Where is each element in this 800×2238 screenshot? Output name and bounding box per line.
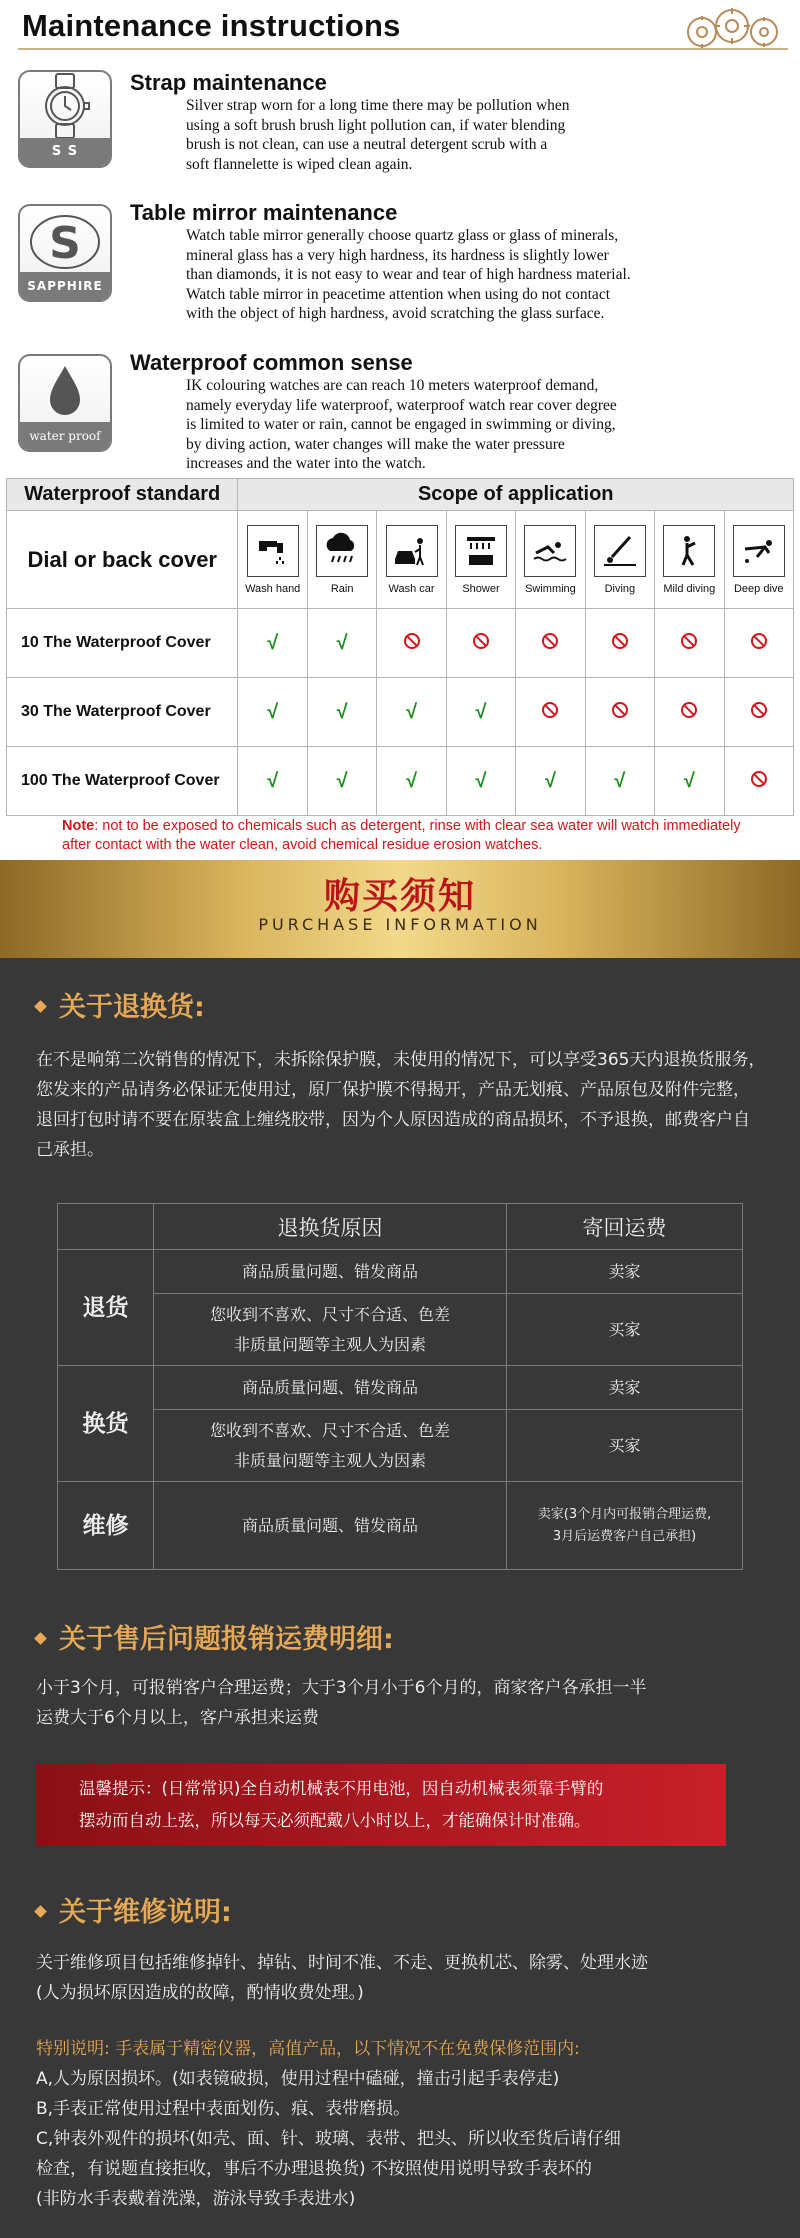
fee-cell: 卖家	[507, 1250, 743, 1294]
waterproof-common-sense	[18, 350, 788, 475]
col-scope: Scope of application	[238, 479, 794, 511]
cell-yes	[585, 747, 654, 816]
repair-label: 维修	[58, 1482, 154, 1570]
maintenance-title: Maintenance instructions	[22, 8, 401, 43]
shipping-heading	[36, 1617, 394, 1656]
prohibited-icon	[612, 633, 628, 649]
fee-cell: 买家	[507, 1410, 743, 1482]
strap-maintenance	[18, 70, 788, 173]
activity-label: Wash hand	[245, 582, 301, 595]
row-30: 30 The Waterproof Cover	[7, 678, 238, 747]
body-line: IK colouring watches are can reach 10 meters waterproof demand,	[186, 377, 599, 394]
check-icon: √	[475, 769, 487, 792]
check-icon: √	[267, 769, 279, 792]
activity-label: Mild diving	[663, 582, 716, 595]
mirror-heading: Table mirror maintenance	[130, 200, 398, 225]
cell-yes	[446, 678, 515, 747]
gears-decoration-icon	[680, 6, 790, 50]
repair-special	[36, 2034, 766, 2214]
activity-diving	[585, 511, 654, 609]
cell-yes	[516, 747, 585, 816]
shower-icon	[455, 525, 507, 577]
check-icon: √	[406, 700, 418, 723]
cell-yes	[446, 747, 515, 816]
cell-yes	[307, 609, 376, 678]
warning-box	[36, 1764, 726, 1846]
fee-cell: 卖家	[507, 1366, 743, 1410]
table-row	[58, 1294, 743, 1366]
sapphire-badge: SAPPHIRE	[20, 272, 110, 300]
table-row	[58, 1250, 743, 1294]
activity-swimming	[516, 511, 585, 609]
water-drop-icon	[18, 354, 112, 452]
cell-no	[724, 678, 793, 747]
body-line: is limited to water or rain, cannot be engaged in swimming or diving,	[186, 416, 616, 433]
cell-yes	[655, 747, 724, 816]
warning-line: 摆动而自动上弦，所以每天必须配戴八小时以上，才能确保计时准确。	[79, 1811, 591, 1830]
check-icon: √	[406, 769, 418, 792]
activity-label: Diving	[604, 582, 636, 595]
purchase-title-en: PURCHASE INFORMATION	[258, 915, 542, 934]
prohibited-icon	[751, 633, 767, 649]
reason-cell: 商品质量问题、错发商品	[154, 1366, 507, 1410]
repair-item-a: A,人为原因损坏。(如表镜破损，使用过程中磕碰，撞击引起手表停走)	[36, 2069, 560, 2089]
activity-shower	[446, 511, 515, 609]
table-row	[58, 1366, 743, 1410]
swimmer-icon	[524, 525, 576, 577]
activity-label: Deep dive	[733, 582, 784, 595]
diamond-bullet-icon	[34, 1632, 47, 1645]
waterproof-body	[186, 376, 786, 474]
title-divider	[18, 48, 788, 50]
prohibited-icon	[681, 633, 697, 649]
activity-label: Shower	[462, 582, 500, 595]
activity-label: Rain	[330, 582, 354, 595]
cell-yes	[238, 678, 307, 747]
cell-yes	[377, 678, 446, 747]
waterproof-heading: Waterproof common sense	[130, 350, 413, 375]
body-line: using a soft brush brush light pollution can, if water blending	[186, 116, 566, 134]
cell-no	[655, 609, 724, 678]
svg-text:S: S	[49, 218, 81, 269]
reason-cell	[154, 1294, 507, 1366]
body-line: increases and the water into the watch.	[186, 455, 426, 472]
cell-no	[585, 609, 654, 678]
cell-yes	[238, 747, 307, 816]
body-line: Watch table mirror generally choose quartz glass or glass of minerals,	[186, 227, 619, 244]
warning-line: 温馨提示：(日常常识)全自动机械表不用电池，因自动机械表须靠手臂的	[79, 1779, 604, 1798]
diamond-bullet-icon	[34, 1905, 47, 1918]
shipping-line: 小于3个月，可报销客户合理运费；大于3个月小于6个月的，商家客户各承担一半	[36, 1678, 647, 1698]
mirror-body	[186, 226, 786, 324]
purchase-title-cn: 购买须知	[323, 876, 476, 917]
fee-cell: 买家	[507, 1294, 743, 1366]
prohibited-icon	[473, 633, 489, 649]
reason-line: 您收到不喜欢、尺寸不合适、色差	[209, 1420, 450, 1440]
cell-no	[655, 678, 724, 747]
table-mirror-maintenance	[18, 200, 788, 330]
strap-heading: Strap maintenance	[130, 70, 327, 95]
returns-heading-text: 关于退换货:	[59, 992, 205, 1023]
car-wash-icon	[386, 525, 438, 577]
body-line: Watch table mirror in peacetime attention when using do not contact	[186, 285, 611, 303]
reason-cell	[154, 1410, 507, 1482]
body-line: by diving action, water changes will make the water pressure	[186, 435, 565, 453]
check-icon: √	[267, 631, 279, 654]
ss-badge: S S	[20, 138, 110, 166]
repair-paragraph	[36, 1948, 766, 2008]
reason-cell: 商品质量问题、错发商品	[154, 1482, 507, 1570]
check-icon: √	[683, 769, 695, 792]
returns-heading	[36, 985, 205, 1024]
body-line: Silver strap worn for a long time there may be pollution when	[186, 97, 570, 114]
reason-line: 非质量问题等主观人为因素	[233, 1450, 426, 1470]
cell-no	[377, 609, 446, 678]
prohibited-icon	[751, 771, 767, 787]
check-icon: √	[336, 769, 348, 792]
cell-yes	[377, 747, 446, 816]
cell-yes	[307, 678, 376, 747]
repair-item-c: (非防水手表戴着洗澡，游泳导致手表进水)	[36, 2189, 356, 2209]
strap-body	[186, 96, 786, 174]
deep-diver-icon	[733, 525, 785, 577]
cell-yes	[238, 609, 307, 678]
watch-strap-icon	[18, 70, 112, 168]
check-icon: √	[544, 769, 556, 792]
activity-mild-diving	[655, 511, 724, 609]
prohibited-icon	[612, 702, 628, 718]
body-line: mineral glass has a very high hardness, its hardness is slightly lower	[186, 246, 609, 264]
shipping-line: 运费大于6个月以上，客户承担来运费	[36, 1708, 319, 1728]
check-icon: √	[475, 700, 487, 723]
note-label: Note	[62, 818, 95, 834]
prohibited-icon	[681, 702, 697, 718]
purchase-banner	[0, 860, 800, 958]
cell-no	[446, 609, 515, 678]
row-10: 10 The Waterproof Cover	[7, 609, 238, 678]
maintenance-section	[0, 0, 800, 860]
rain-cloud-icon	[316, 525, 368, 577]
repair-item-c: 检查，有说题直接拒收，事后不办理退换货) 不按照使用说明导致手表坏的	[36, 2159, 593, 2179]
fee-line: 卖家(3个月内可报销合理运费,	[537, 1506, 712, 1522]
activity-label: Wash car	[388, 582, 435, 595]
body-line: with the object of high hardness, avoid scratching the glass surface.	[186, 305, 605, 322]
repair-heading	[36, 1890, 232, 1929]
activity-label: Swimming	[525, 582, 576, 595]
waterproof-note	[62, 817, 762, 855]
cell-yes	[307, 747, 376, 816]
activity-rain	[307, 511, 376, 609]
corner-cell	[58, 1204, 154, 1250]
special-note: 特别说明: 手表属于精密仪器，高值产品，以下情况不在免费保修范围内:	[36, 2039, 580, 2059]
col-standard: Waterproof standard	[7, 479, 238, 511]
check-icon: √	[267, 700, 279, 723]
cell-no	[724, 609, 793, 678]
dial-label: Dial or back cover	[7, 511, 238, 609]
repair-item-c: C,钟表外观件的损坏(如壳、面、针、玻璃、表带、把头、所以收至货后请仔细	[36, 2129, 621, 2149]
waterproof-badge: water proof	[20, 422, 110, 450]
col-reason: 退换货原因	[154, 1204, 507, 1250]
fee-cell	[507, 1482, 743, 1570]
prohibited-icon	[404, 633, 420, 649]
body-line: brush is not clean, can use a neutral detergent scrub with a	[186, 136, 548, 153]
fee-line: 3月后运费客户自己承担)	[552, 1528, 697, 1544]
body-line: namely everyday life waterproof, waterproof watch rear cover degree	[186, 396, 617, 414]
returns-paragraph: 在不是响第二次销售的情况下，未拆除保护膜，未使用的情况下，可以享受365天内退换货服务，您发来的产品请务必保证无使用过，原厂保护膜不得揭开，产品无划痕、产品原包及附件完整，退回打包时请不要在原装盒上缠绕胶带，因为个人原因造成的商品损坏，不予退换，邮费客户自己承担。	[36, 1050, 766, 1160]
diver-icon	[594, 525, 646, 577]
exchange-label: 换货	[58, 1366, 154, 1482]
col-fee: 寄回运费	[507, 1204, 743, 1250]
activity-deep-dive	[724, 511, 793, 609]
check-icon: √	[614, 769, 626, 792]
row-100: 100 The Waterproof Cover	[7, 747, 238, 816]
note-text: : not to be exposed to chemicals such as detergent, rinse with clear sea water will watch immediately after contact with the water clean, avoid chemical residue erosion watches.	[62, 818, 741, 853]
sapphire-s-icon	[18, 204, 112, 302]
body-line: than diamonds, it is not easy to wear and tear of high hardness material.	[186, 266, 631, 283]
repair-line: 关于维修项目包括维修掉针、掉钻、时间不准、不走、更换机芯、除雾、处理水迹	[36, 1953, 648, 1973]
faucet-icon	[247, 525, 299, 577]
snorkel-icon	[663, 525, 715, 577]
cell-no	[724, 747, 793, 816]
table-row	[7, 609, 794, 678]
shipping-paragraph	[36, 1673, 766, 1733]
return-label: 退货	[58, 1250, 154, 1366]
waterproof-table	[6, 478, 794, 816]
prohibited-icon	[751, 702, 767, 718]
repair-heading-text: 关于维修说明:	[59, 1897, 232, 1928]
reason-cell: 商品质量问题、错发商品	[154, 1250, 507, 1294]
activity-wash-hand	[238, 511, 307, 609]
table-row	[58, 1482, 743, 1570]
cell-no	[516, 609, 585, 678]
cell-no	[585, 678, 654, 747]
returns-table	[57, 1203, 743, 1570]
diamond-bullet-icon	[34, 1000, 47, 1013]
check-icon: √	[336, 631, 348, 654]
body-line: soft flannelette is wiped clean again.	[186, 155, 413, 173]
reason-line: 非质量问题等主观人为因素	[233, 1334, 426, 1354]
repair-item-b: B,手表正常使用过程中表面划伤、痕、表带磨损。	[36, 2099, 411, 2119]
shipping-heading-text: 关于售后问题报销运费明细:	[59, 1624, 394, 1655]
table-row	[7, 747, 794, 816]
cell-no	[516, 678, 585, 747]
activity-wash-car	[377, 511, 446, 609]
prohibited-icon	[542, 633, 558, 649]
reason-line: 您收到不喜欢、尺寸不合适、色差	[209, 1304, 450, 1324]
prohibited-icon	[542, 702, 558, 718]
table-row	[7, 678, 794, 747]
repair-line: (人为损坏原因造成的故障，酌情收费处理。)	[36, 1983, 364, 2003]
check-icon: √	[336, 700, 348, 723]
table-row	[58, 1410, 743, 1482]
